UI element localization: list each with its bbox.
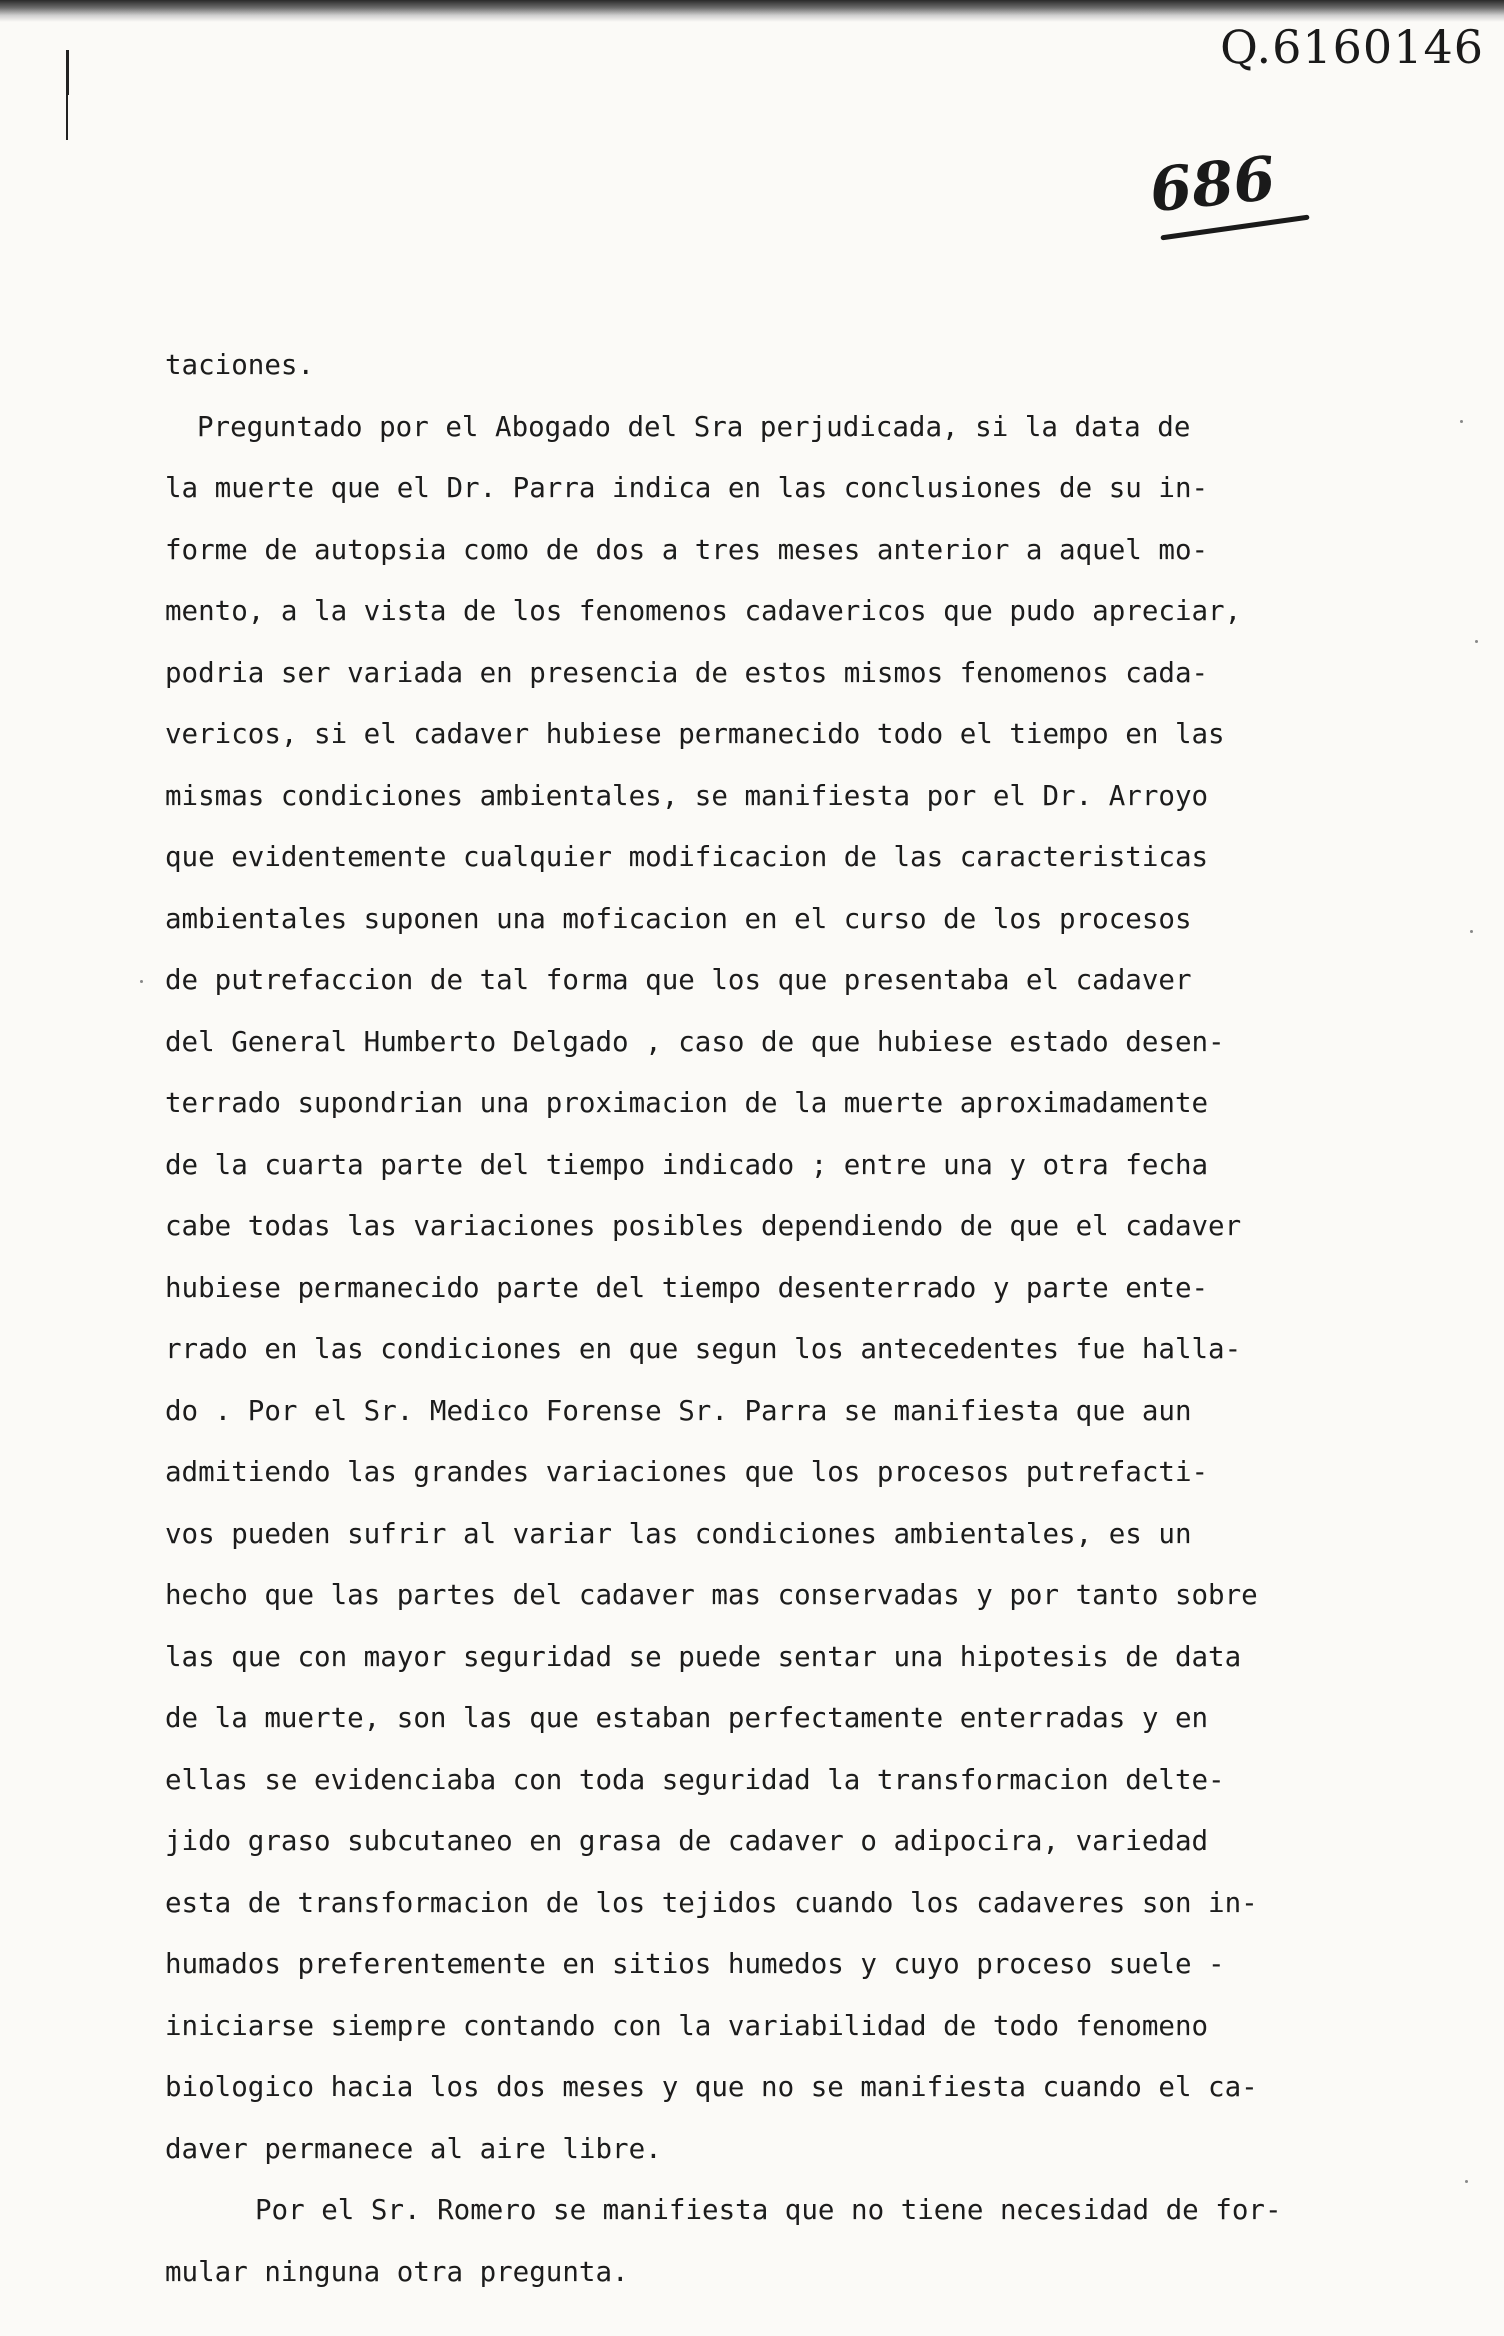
document-id: Q.6160146 (1220, 20, 1484, 74)
text-line: mismas condiciones ambientales, se manifiesta por el Dr. Arroyo (165, 779, 1209, 812)
text-line: daver permanece al aire libre. (165, 2132, 662, 2165)
text-line: jido graso subcutaneo en grasa de cadaver o adipocira, variedad (165, 1825, 1209, 1857)
text-line: Preguntado por el Abogado del Sra perjudicada, si la data de (197, 410, 1191, 443)
text-line: cabe todas las variaciones posibles dependiendo de que el cadaver (165, 1210, 1242, 1242)
text-line: taciones. (165, 349, 315, 381)
text-line: vericos, si el cadaver hubiese permanecido todo el tiempo en las (165, 718, 1225, 750)
text-line: que evidentemente cualquier modificacion de las caracteristicas (165, 841, 1209, 873)
margin-rule-mark (66, 50, 69, 95)
text-line: do . Por el Sr. Medico Forense Sr. Parra se manifiesta que aun (165, 1394, 1192, 1427)
text-line: las que con mayor seguridad se puede sentar una hipotesis de data (165, 1640, 1242, 1673)
text-line: ambientales suponen una moficacion en el curso de los procesos (165, 902, 1192, 935)
scan-speck (1460, 420, 1463, 423)
text-line: admitiendo las grandes variaciones que los procesos putrefacti- (165, 1456, 1209, 1488)
text-line: del General Humberto Delgado , caso de que hubiese estado desen- (165, 1025, 1225, 1058)
text-line: hecho que las partes del cadaver mas conservadas y por tanto sobre (165, 1579, 1258, 1611)
text-line: terrado supondrian una proximacion de la muerte aproximadamente (165, 1087, 1209, 1119)
scan-speck (1475, 640, 1478, 643)
scan-edge-bar (0, 0, 1504, 22)
text-line: vos pueden sufrir al variar las condiciones ambientales, es un (165, 1517, 1192, 1550)
document-body (165, 335, 1405, 2303)
text-line: ellas se evidenciaba con toda seguridad la transformacion delte- (165, 1763, 1225, 1796)
text-line: podria ser variada en presencia de estos mismos fenomenos cada- (165, 656, 1209, 689)
text-line: la muerte que el Dr. Parra indica en las conclusiones de su in- (165, 472, 1209, 504)
text-line: hubiese permanecido parte del tiempo desenterrado y parte ente- (165, 1271, 1209, 1304)
text-line: biologico hacia los dos meses y que no se manifiesta cuando el ca- (165, 2071, 1258, 2103)
text-line: mento, a la vista de los fenomenos cadavericos que pudo apreciar, (165, 595, 1242, 627)
text-line: de la muerte, son las que estaban perfectamente enterradas y en (165, 1702, 1209, 1734)
text-line: forme de autopsia como de dos a tres meses anterior a aquel mo- (165, 533, 1209, 566)
text-line: Por el Sr. Romero se manifiesta que no tiene necesidad de for- (255, 2194, 1282, 2226)
scan-speck (1470, 930, 1473, 933)
margin-rule-mark (66, 95, 68, 140)
text-line: de putrefaccion de tal forma que los que presentaba el cadaver (165, 964, 1192, 996)
text-line: humados preferentemente en sitios humedos y cuyo proceso suele - (165, 1948, 1225, 1980)
scan-speck (140, 980, 143, 983)
text-line: de la cuarta parte del tiempo indicado ; entre una y otra fecha (165, 1148, 1209, 1181)
scan-speck (1465, 2180, 1468, 2183)
handwritten-folio-number: 686 (1146, 143, 1279, 227)
text-line: rrado en las condiciones en que segun los antecedentes fue halla- (165, 1333, 1242, 1365)
text-line: iniciarse siempre contando con la variabilidad de todo fenomeno (165, 2009, 1209, 2042)
text-line: mular ninguna otra pregunta. (165, 2255, 629, 2288)
text-line: esta de transformacion de los tejidos cuando los cadaveres son in- (165, 1886, 1258, 1919)
